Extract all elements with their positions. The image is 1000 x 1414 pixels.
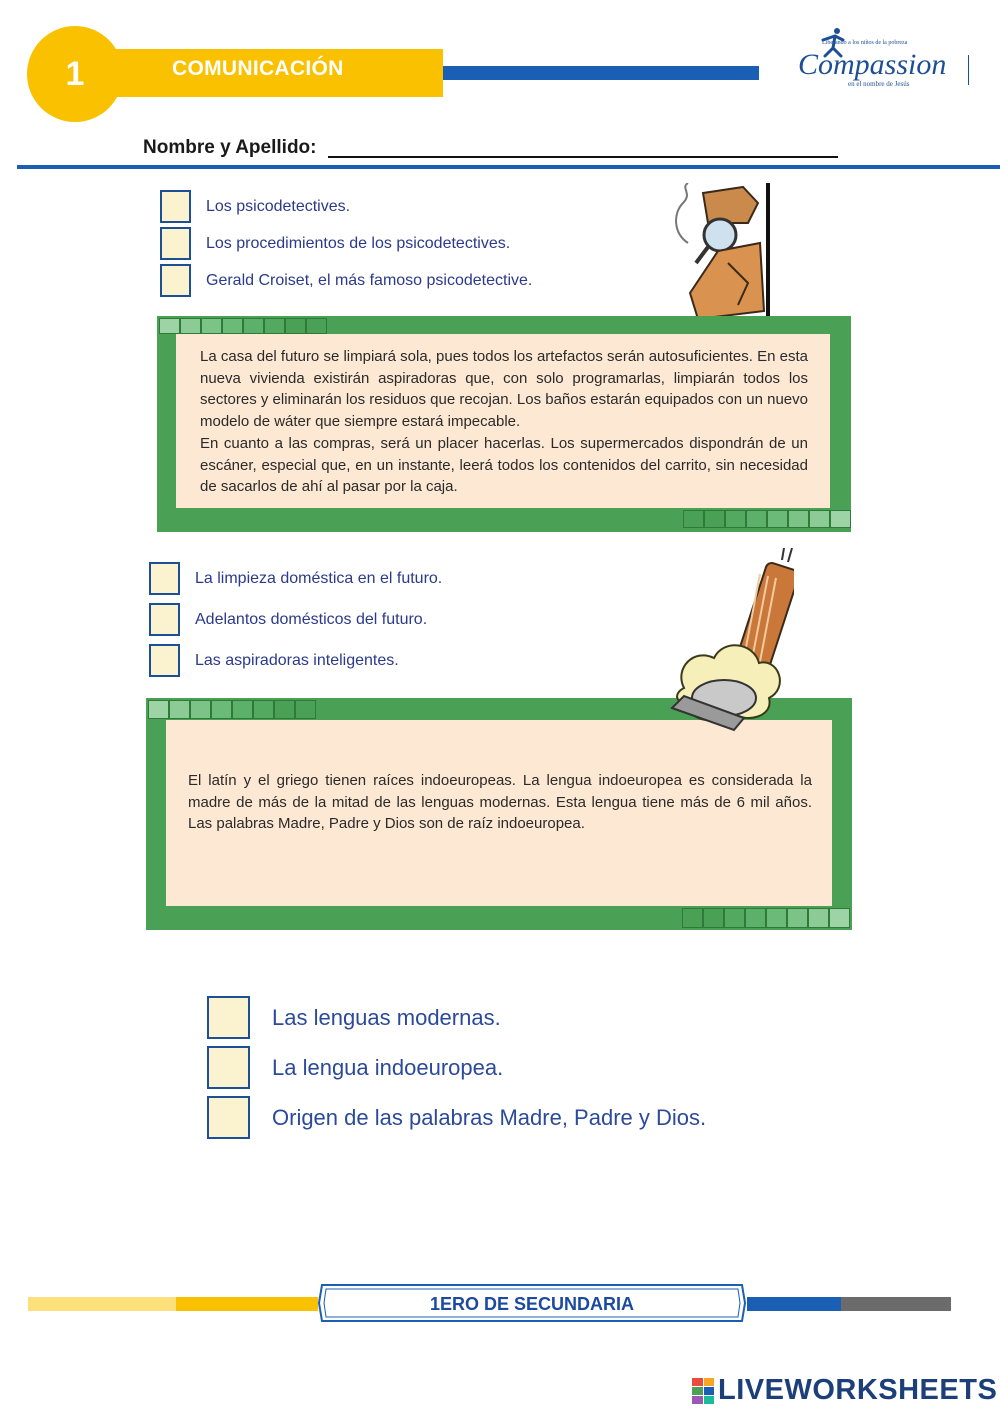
logo-separator (968, 55, 969, 85)
option-row (207, 1046, 503, 1089)
footer-bar-yellow (176, 1297, 318, 1311)
reading-text-1 (200, 346, 808, 498)
option-label: Gerald Croiset, el más famoso psicodetective. (206, 271, 533, 289)
option-row (149, 644, 399, 677)
reading-box-1-panel (176, 334, 830, 508)
reading-box-1 (157, 316, 851, 532)
option-row (207, 1096, 706, 1139)
option-row (149, 562, 442, 595)
option-row (160, 264, 532, 297)
reading-text-2 (188, 770, 812, 835)
unit-number-badge: 1 (27, 26, 123, 122)
option-row (160, 227, 510, 260)
answer-checkbox[interactable] (160, 227, 191, 260)
option-label: Las lenguas modernas. (272, 1004, 501, 1030)
option-label: Los psicodetectives. (206, 197, 351, 215)
name-label: Nombre y Apellido: (143, 137, 317, 158)
answer-checkbox[interactable] (149, 603, 180, 636)
liveworksheets-icon (692, 1378, 714, 1404)
footer-bar-gray (841, 1297, 951, 1311)
logo-tagline-top: Liberando a los niños de la pobreza (822, 40, 908, 46)
paragraph: La casa del futuro se limpiará sola, pues todos los artefactos serán autosuficientes. En esta nueva vivienda existirán aspiradoras que, con solo programarlas, limpiarán todos los sectores y eliminarán los residuos que recojan. Los baños estarán equipados con un nuevo modelo de wáter que siempre estará impecable. (200, 348, 808, 431)
tile-strip-bottom (683, 510, 851, 528)
footer-bar-blue (747, 1297, 841, 1311)
option-label: La limpieza doméstica en el futuro. (195, 569, 443, 587)
answer-checkbox[interactable] (160, 264, 191, 297)
answer-checkbox[interactable] (160, 190, 191, 223)
liveworksheets-brand[interactable] (692, 1374, 997, 1407)
liveworksheets-wordmark: LIVEWORKSHEETS (718, 1374, 998, 1406)
header-blue-bar (443, 66, 759, 80)
tile-strip-top (148, 700, 316, 719)
answer-checkbox[interactable] (207, 996, 250, 1039)
option-label: La lengua indoeuropea. (272, 1054, 504, 1080)
reading-box-2-panel (166, 720, 832, 906)
logo-tagline-bottom: en el nombre de Jesús (848, 80, 910, 88)
answer-checkbox[interactable] (149, 644, 180, 677)
tile-strip-bottom (682, 908, 850, 928)
grade-label: 1ERO DE SECUNDARIA (429, 1294, 635, 1314)
logo-wordmark: Compassion (798, 48, 947, 81)
detective-illustration (668, 183, 778, 325)
option-label: Los procedimientos de los psicodetectives. (206, 234, 511, 252)
answer-checkbox[interactable] (207, 1096, 250, 1139)
option-label: Origen de las palabras Madre, Padre y Dios. (272, 1104, 707, 1130)
option-row (207, 996, 501, 1039)
option-row (149, 603, 427, 636)
tile-strip-top (159, 318, 327, 334)
answer-checkbox[interactable] (149, 562, 180, 595)
header-rule (17, 165, 1000, 169)
option-label: Adelantos domésticos del futuro. (195, 610, 428, 628)
answer-checkbox[interactable] (207, 1046, 250, 1089)
option-row (160, 190, 350, 223)
vacuum-illustration (664, 548, 794, 744)
paragraph: El latín y el griego tienen raíces indoeuropeas. La lengua indoeuropea es considerada la madre de más de la mitad de las lenguas modernas. Esta lengua tiene más de 6 mil años. Las palabras Madre, Padre y Dios son de raíz indoeuropea. (188, 772, 812, 833)
paragraph: En cuanto a las compras, será un placer hacerlas. Los supermercados dispondrán de un escáner, especial que, en un instante, leerá todos los contenidos del carrito, sin necesidad de sacarlos de ahí al pasar por la caja. (200, 434, 808, 496)
name-input-line[interactable] (328, 156, 838, 158)
option-label: Las aspiradoras inteligentes. (195, 651, 399, 669)
footer-bar-light-yellow (28, 1297, 176, 1311)
subject-title: COMUNICACIÓN (172, 57, 344, 80)
